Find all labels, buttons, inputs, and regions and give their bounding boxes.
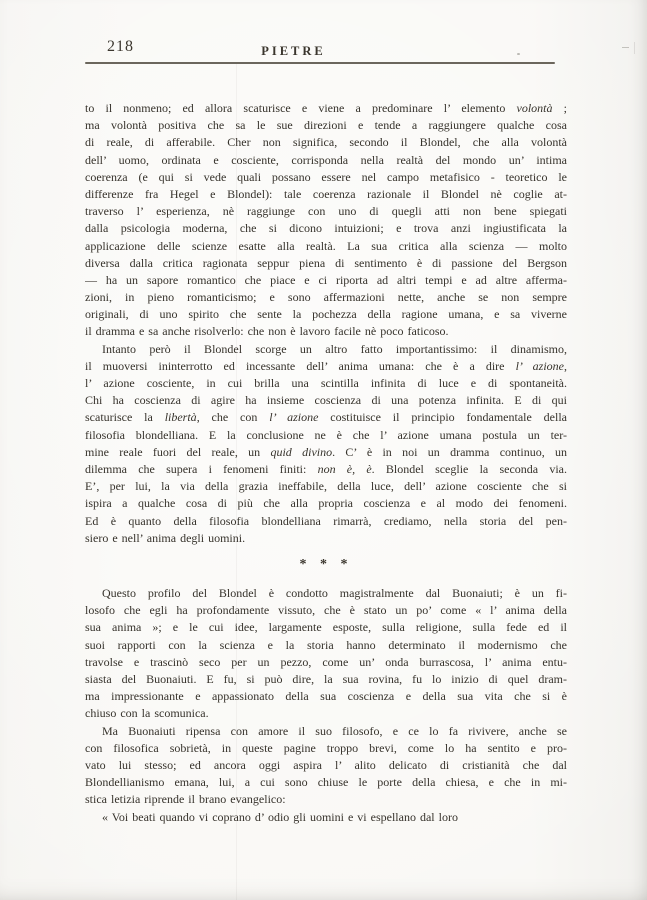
text-line: dalla psicologia moderna, che si dicono intuizioni; e trova anzi ingiustificata la (85, 221, 567, 236)
running-head: PIETRE (261, 44, 326, 58)
text-line: traverso l’ esperienza, nè raggiunge con uno di quegli atti non bene spiegati (85, 204, 567, 219)
text-line: Ma Buonaiuti ripensa con amore il suo filosofo, e ce lo fa rivivere, anche se (102, 723, 567, 738)
page-body (85, 100, 567, 826)
text-line: zioni, in pieno romanticismo; e sono affermazioni nette, anche se non sempre (85, 290, 567, 305)
scan-speck (622, 47, 629, 48)
text-line: travolse e trascinò seco per un pezzo, come un’ onda burrascosa, l’ anima entu- (85, 654, 567, 669)
text-line: « Voi beati quando vi coprano d’ odio gli uomini e vi espellano dal loro (102, 809, 458, 824)
section-separator: * * * (299, 556, 353, 572)
paragraph (85, 809, 567, 826)
text-line: stica letizia riprende il brano evangelico: (85, 792, 286, 807)
text-line: applicazione delle scienze esatte alla realtà. La sua critica alla scienza — molto (85, 238, 567, 253)
scan-speck (634, 42, 635, 54)
text-line: ispira a qualche cosa di più che alla propria coscienza e al modo dei fenomeni. (85, 496, 567, 511)
text-line: con filosofica sobrietà, in queste pagine troppo brevi, come lo ha sentito e pro- (85, 740, 567, 755)
text-line: chiuso con la scomunica. (85, 706, 209, 721)
text-line: il dramma e sa anche risolverlo: che non è lavoro facile nè poco faticoso. (85, 324, 449, 339)
text-line: Chi ha coscienza di agire ha insieme coscienza di una potenza infinita. E di qui (85, 393, 567, 408)
paragraph (85, 100, 567, 341)
text-line: siasta del Buonaiuti. E fu, si può dire, la sua rovina, fu lo inizio di quel dram- (85, 672, 567, 687)
paragraph (85, 585, 567, 723)
paragraph (85, 341, 567, 547)
text-line: — ha un sapore romantico che piace e ci riporta ad altri tempi e ad altre afferma- (85, 272, 567, 287)
text-line: il muoversi ininterrotto ed incessante dell’ anima umana: che è a dire l’ azione, (85, 358, 567, 373)
text-line: ma impressionante e appassionato della sua coscienza e della sua vita che si è (85, 689, 567, 704)
text-line: originali, di uno spirito che sente la pochezza della ragione umana, e sa viverne (85, 307, 567, 322)
text-line: dell’ uomo, ordinata e cosciente, corrisponda nella realtà del mondo un’ intima (85, 152, 567, 167)
text-line: Questo profilo del Blondel è condotto magistralmente dal Buonaiuti; è un fi- (102, 586, 567, 601)
page-number: 218 (107, 38, 134, 55)
text-line: coerenza (e qui si vede quali possano essere nel campo metafisico - teoretico le (85, 169, 567, 184)
text-line: Ed è quanto della filosofia blondelliana rimarrà, crediamo, nella storia del pen- (85, 513, 567, 528)
text-line: ma volontà positiva che sa le sue direzioni e tende a raggiungere qualche cosa (85, 118, 567, 133)
text-line: di reale, di afferabile. Cher non significa, secondo il Blondel, che alla volontà (85, 135, 567, 150)
paragraph (85, 723, 567, 809)
text-line: scaturisce la libertà, che con l’ azione costituisce il principio fondamentale della (85, 410, 567, 425)
text-line: dilemma che supera i fenomeni finiti: non è, è. Blondel sceglie la seconda via. (85, 461, 567, 476)
text-line: l’ azione cosciente, in cui brilla una scintilla infinita di luce e di spontaneità. (85, 376, 567, 390)
text-line: Intanto però il Blondel scorge un altro fatto importantissimo: il dinamismo, (102, 341, 567, 356)
text-line: to il nonmeno; ed allora scaturisce e viene a predominare l’ elemento volontà ; (85, 101, 567, 115)
text-line: siero e nell’ anima degli uomini. (85, 530, 246, 545)
text-line: suoi rapporti con la scienza e la storia hanno determinato il modernismo che (85, 637, 567, 652)
text-line: sua anima »; e le cui idee, largamente esposte, sulla religione, sulla fede ed il (85, 620, 567, 635)
text-line: E’, per lui, la via della grazia ineffabile, della luce, dell’ azione cosciente che si (85, 479, 567, 494)
header-rule (85, 62, 555, 64)
scan-speck (517, 53, 520, 55)
text-line: filosofia blondelliana. E la conclusione ne è che l’ azione umana postula un ter- (85, 427, 567, 442)
text-line: differenze fra Hegel e Blondel): tale coerenza razionale il Blondel nè coglie at- (85, 186, 567, 201)
text-line: vato lui stesso; ed ancora oggi aspira l’ alito delicato di cristianità che dal (85, 757, 567, 772)
text-line: Blondellianismo emana, lui, a cui sono chiuse le porte della chiesa, e che in mi- (85, 775, 567, 790)
text-line: losofo che egli ha profondamente vissuto, che è stato un po’ come « l’ anima della (85, 603, 567, 618)
text-line: diversa dalla critica ragionata seppur piena di sentimento è di passione del Bergson (85, 255, 567, 270)
text-line: mine reale fuori del reale, un quid divino. C’ è in noi un dramma continuo, un (85, 444, 567, 459)
scan-fold-line (236, 64, 237, 900)
